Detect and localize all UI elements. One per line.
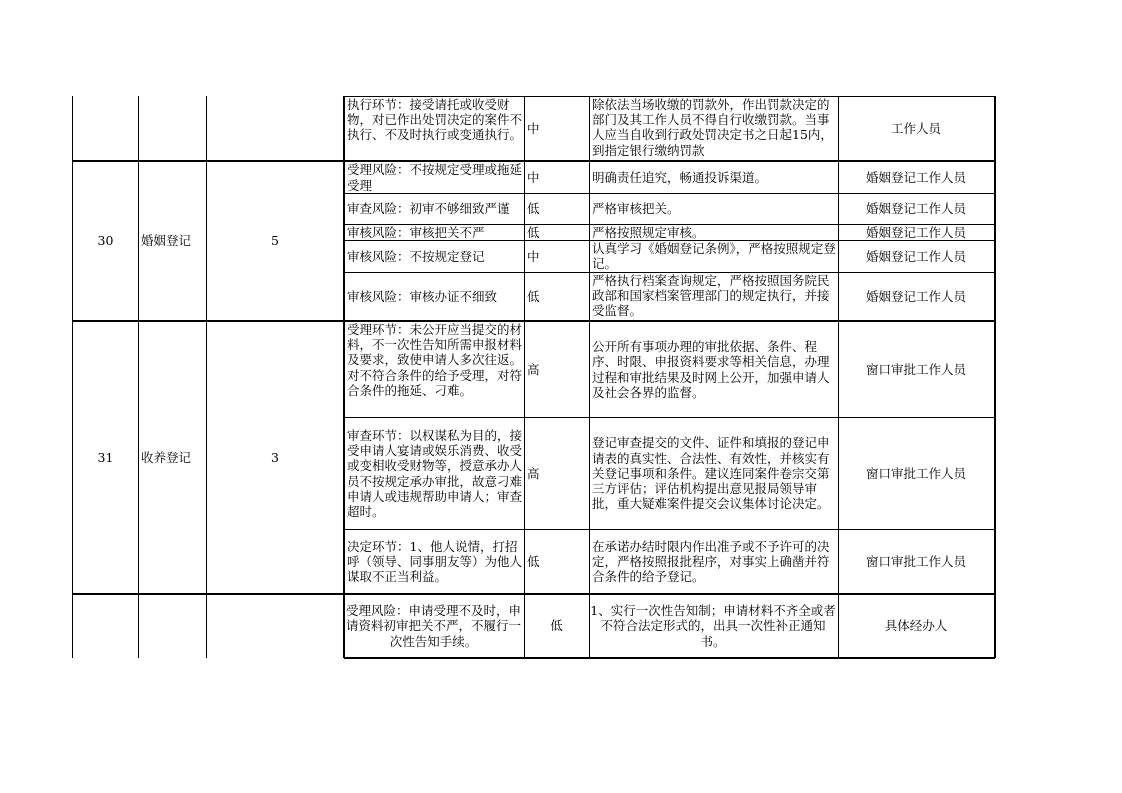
risk-level-cell: 中 <box>527 169 540 185</box>
owner-cell: 窗口审批工作人员 <box>865 553 966 569</box>
owner-cell: 婚姻登记工作人员 <box>865 225 966 240</box>
owner-cell: 婚姻登记工作人员 <box>865 169 966 185</box>
measure-cell: 1、实行一次性告知制；申请材料不齐全或者不符合法定形式的，出具一次性补正通知书。 <box>590 603 836 649</box>
risk-level-cell: 中 <box>527 120 540 136</box>
risk-cell: 执行环节：接受请托或收受财物，对已作出处罚决定的案件不执行、不及时执行或变通执行。 <box>347 97 523 143</box>
item-name: 婚姻登记 <box>141 233 192 249</box>
risk-count: 5 <box>271 233 279 249</box>
measure-cell: 登记审查提交的文件、证件和填报的登记申请表的真实性、合法性、有效性，并核实有关登记事项和条件。建议连同案件卷宗交第三方评估；评估机构提出意见报局领导审批，重大疑难案件提交会议集体讨论决定。 <box>592 435 830 512</box>
item-name: 收养登记 <box>141 449 192 465</box>
measure-cell: 公开所有事项办理的审批依据、条件、程序、时限、申报资料要求等相关信息，办理过程和审批结果及时网上公开，加强申请人及社会各界的监督。 <box>592 339 830 400</box>
risk-level-cell: 低 <box>550 618 563 634</box>
owner-cell: 窗口审批工作人员 <box>865 465 966 481</box>
risk-level-cell: 低 <box>527 553 540 569</box>
risk-cell: 审核风险：不按规定登记 <box>347 248 485 264</box>
risk-level-cell: 低 <box>527 201 540 217</box>
risk-cell: 受理风险：不按规定受理或拖延受理 <box>347 162 523 193</box>
risk-level-cell: 低 <box>527 288 540 304</box>
owner-cell: 婚姻登记工作人员 <box>865 201 966 217</box>
owner-cell: 窗口审批工作人员 <box>865 361 966 377</box>
measure-cell: 明确责任追究，畅通投诉渠道。 <box>592 169 768 185</box>
risk-cell: 决定环节：1、他人说情，打招呼（领导、同事朋友等）为他人谋取不正当利益。 <box>347 538 523 585</box>
risk-count: 3 <box>271 449 279 465</box>
grid-line <box>994 96 996 658</box>
measure-cell: 认真学习《婚姻登记条例》，严格按照规定登记。 <box>592 241 836 272</box>
measure-cell: 除依法当场收缴的罚款外，作出罚款决定的部门及其工作人员不得自行收缴罚款。当事人应当自收到行政处罚决定书之日起15内，到指定银行缴纳罚款 <box>592 97 833 158</box>
risk-cell: 审核风险：审核把关不严 <box>347 225 485 240</box>
risk-level-cell: 高 <box>527 361 540 377</box>
owner-cell: 工作人员 <box>890 120 941 136</box>
risk-level-cell: 高 <box>527 465 540 481</box>
measure-cell: 严格审核把关。 <box>592 201 680 217</box>
risk-level-cell: 中 <box>527 248 540 264</box>
risk-cell: 审核风险：审核办证不细致 <box>347 288 498 304</box>
risk-level-cell: 低 <box>527 225 540 240</box>
grid-line <box>344 657 995 659</box>
owner-cell: 婚姻登记工作人员 <box>865 248 966 264</box>
risk-cell: 受理风险：申请受理不及时，申请资料初审把关不严，不履行一次性告知手续。 <box>345 603 521 649</box>
risk-cell: 受理环节：未公开应当提交的材料，不一次性告知所需申报材料及要求，致使申请人多次往返。对不符合条件的给予受理，对符合条件的拖延、刁难。 <box>347 322 523 398</box>
measure-cell: 在承诺办结时限内作出准予或不予许可的决定，严格按照报批程序，对事实上确凿并符合条件的给予登记。 <box>592 538 830 585</box>
owner-cell: 婚姻登记工作人员 <box>865 288 966 304</box>
risk-cell: 审查风险：初审不够细致严谨 <box>347 201 510 217</box>
row-number: 31 <box>97 449 114 465</box>
measure-cell: 严格执行档案查询规定，严格按照国务院民政部和国家档案管理部门的规定执行，并接受监督。 <box>592 273 830 319</box>
risk-cell: 审查环节：以权谋私为目的，接受申请人宴请或娱乐消费、收受或变相收受财物等，授意承办人员不按规定承办审批，故意刁难申请人或违规帮助申请人；审查超时。 <box>347 427 523 519</box>
owner-cell: 具体经办人 <box>884 618 948 634</box>
measure-cell: 严格按照规定审核。 <box>592 225 705 240</box>
row-number: 30 <box>97 233 114 249</box>
